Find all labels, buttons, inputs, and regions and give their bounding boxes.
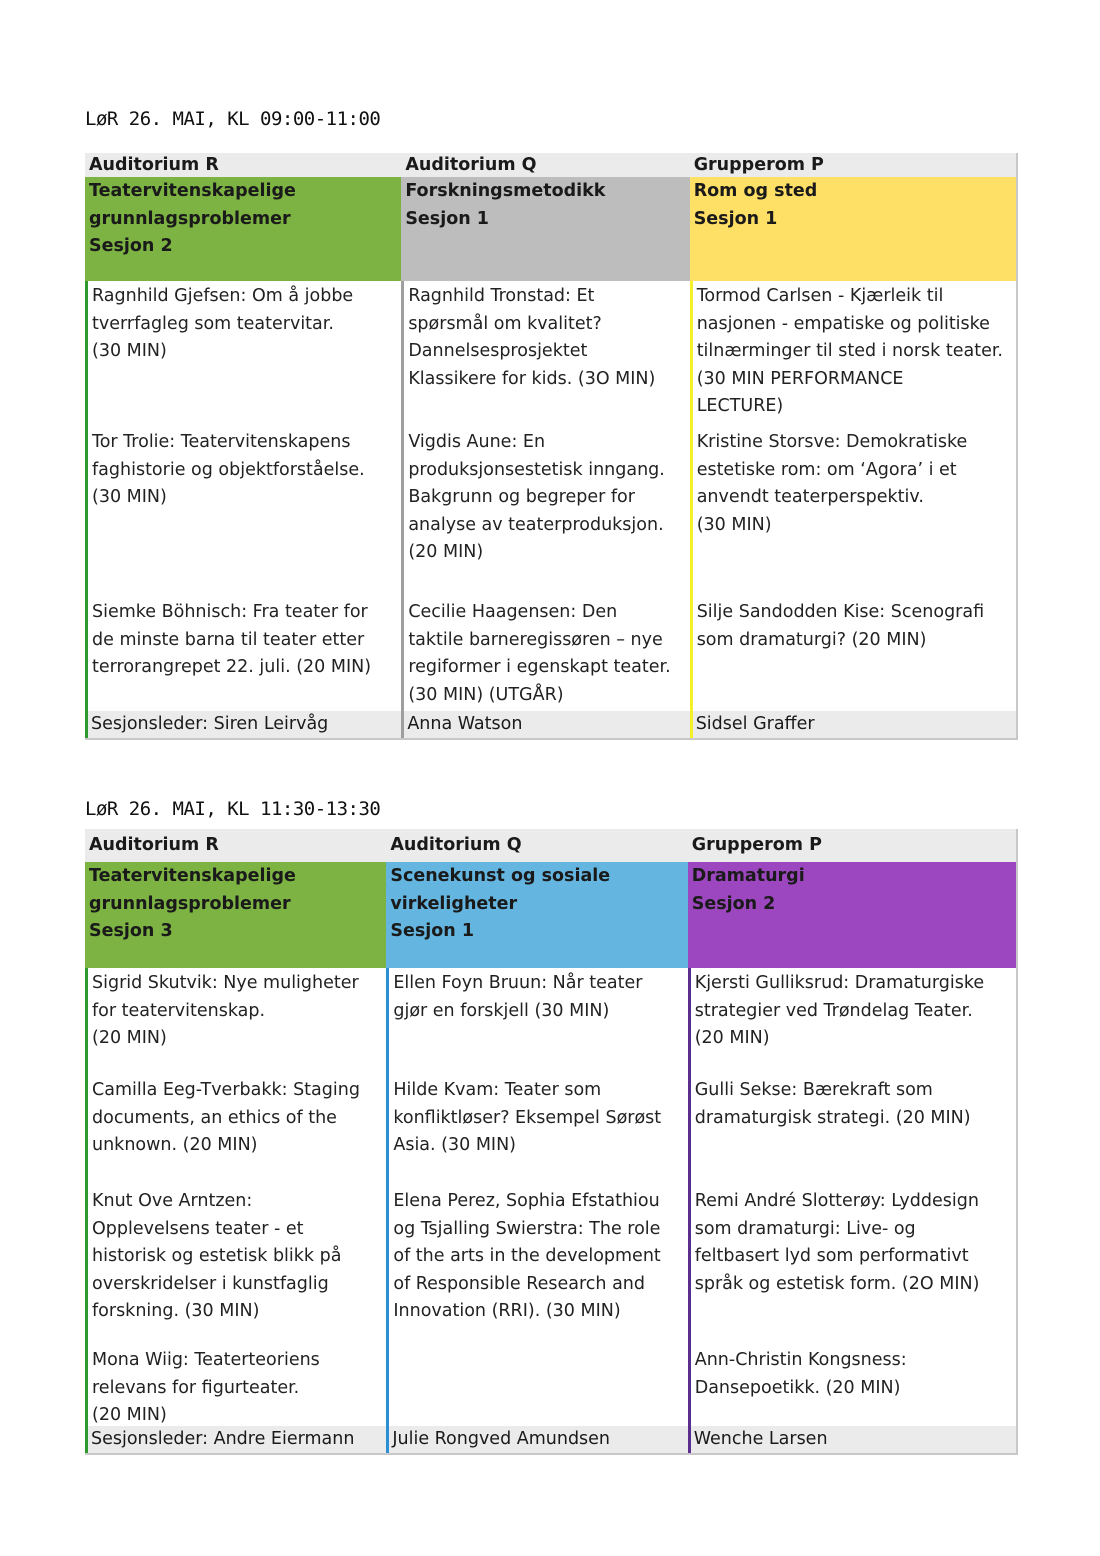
session-title [688,862,1016,968]
session-leader: Sidsel Graffer [690,711,1016,738]
session-title-line: Dramaturgi [691,866,805,886]
talk-item [695,1347,1016,1402]
talk-line: Kristine Storsve: Demokratiske [696,432,968,452]
talk-line: produksjonsestetisk inngang. [408,459,665,480]
session-title-line: grunnlagsproblemer [89,893,291,914]
talk-line: Camilla Eeg-Tverbakk: Staging [92,1080,360,1100]
talk-line: som dramaturgi: Live- og [694,1218,916,1239]
session-title-line: Scenekunst og sosiale [390,866,611,886]
talk-line: Asia. (30 MIN) [393,1135,516,1155]
talk-line: (30 MIN) [92,341,167,361]
talk-line: of Responsible Research and [393,1273,645,1294]
room-name: Auditorium R [85,829,386,862]
talk-line: (30 MIN) [92,487,167,507]
talk-line: Klassikere for kids. (3O MIN) [408,368,656,389]
talk-item [697,283,1016,421]
talk-line: språk og estetisk form. (2O MIN) [694,1273,980,1294]
talk-line: Ellen Foyn Bruun: Når teater [393,973,643,993]
talk-line: Tor Trolie: Teatervitenskapens [92,432,351,452]
talk-line: (30 MIN) [696,514,772,535]
session-leader: Anna Watson [401,711,689,738]
talk-item [408,429,689,567]
talk-line: analyse av teaterproduksjon. [408,514,664,535]
room-name: Auditorium R [85,153,401,177]
talk-line: Sigrid Skutvik: Nye muligheter [92,973,359,993]
session-title-line: Sesjon 2 [89,236,173,256]
talks-row [85,968,1016,1426]
block-title: LøR 26. MAI, KL 09:00-11:00 [85,108,381,130]
talk-line: Ann-Christin Kongsness: [694,1350,907,1370]
talk-line: documents, an ethics of the [92,1107,337,1128]
talk-column [85,968,386,1426]
talk-line: Remi André Slotterøy: Lyddesign [694,1191,979,1211]
talk-item [92,283,401,366]
talk-item [92,970,386,1053]
talk-line: tverrfagleg som teatervitar. [92,313,334,334]
talk-line: tilnærminger til sted i norsk teater. [696,341,1003,361]
talk-line: estetiske rom: om ‘Agora’ i et [696,459,957,480]
talk-line: unknown. (20 MIN) [92,1135,258,1155]
talk-item [92,599,401,682]
talk-item [695,970,1016,1053]
talks-row [85,281,1016,711]
talk-line: (30 MIN) (UTGÅR) [408,684,564,705]
schedule-table [85,829,1018,1455]
session-leader-row [85,711,1016,738]
talk-line: Tormod Carlsen - Kjærleik til [696,286,944,306]
talk-line: Hilde Kvam: Teater som [393,1080,602,1100]
talk-line: konfliktløser? Eksempel Sørøst [393,1107,662,1128]
talk-column [690,281,1016,711]
talk-line: feltbasert lyd som performativt [694,1246,969,1266]
session-leader-row [85,1426,1016,1453]
talk-line: Cecilie Haagensen: Den [408,602,618,622]
room-header-row [85,153,1016,177]
talk-item [695,1188,1016,1298]
talk-line: faghistorie og objektforståelse. [92,459,365,480]
talk-line: overskridelser i kunstfaglig [92,1273,329,1294]
session-leader: Sesjonsleder: Siren Leirvåg [85,711,401,738]
talk-line: de minste barna til teater etter [92,629,365,650]
talk-line: Bakgrunn og begreper for [408,487,635,507]
room-name: Auditorium Q [401,153,689,177]
session-title-line: Sesjon 1 [390,921,474,941]
room-name: Grupperom P [688,829,1016,862]
talk-line: LECTURE) [696,396,784,416]
talk-line: Gulli Sekse: Bærekraft som [694,1080,933,1100]
talk-line: Dannelsesprosjektet [408,341,588,361]
session-row [85,177,1016,281]
talk-item [92,1188,386,1326]
talk-line: Innovation (RRI). (30 MIN) [393,1301,621,1321]
session-title-line: Sesjon 1 [693,208,778,229]
talk-line: strategier ved Trøndelag Teater. [694,1000,973,1021]
session-title [690,177,1016,281]
talk-line: Ragnhild Tronstad: Et [408,286,595,306]
room-name: Auditorium Q [386,829,687,862]
session-leader: Sesjonsleder: Andre Eiermann [85,1426,386,1453]
session-title-line: Sesjon 1 [405,208,489,229]
talk-item [92,429,401,512]
talk-line: gjør en forskjell (30 MIN) [393,1000,610,1021]
schedule-table [85,153,1018,740]
session-title [85,862,386,968]
session-title-line: Teatervitenskapelige [89,866,296,886]
talk-line: nasjonen - empatiske og politiske [696,313,990,334]
session-row [85,862,1016,968]
talk-line: (20 MIN) [694,1028,770,1048]
talk-line: Dansepoetikk. (20 MIN) [694,1377,901,1398]
talk-line: Siemke Böhnisch: Fra teater for [92,602,368,622]
session-title [85,177,401,281]
talk-line: Mona Wiig: Teaterteoriens [92,1350,320,1370]
session-title-line: virkeligheter [390,893,518,914]
talk-line: Silje Sandodden Kise: Scenografi [696,602,985,622]
talk-line: og Tsjalling Swierstra: The role [393,1218,661,1239]
talk-column [688,968,1016,1426]
talk-line: forskning. (30 MIN) [92,1301,260,1321]
talk-item [697,429,1016,539]
talk-item [697,599,1016,654]
room-header-row [85,829,1016,862]
session-title-line: Sesjon 3 [89,921,173,941]
session-leader: Julie Rongved Amundsen [386,1426,687,1453]
session-title [401,177,689,281]
talk-line: relevans for figurteater. [92,1377,300,1398]
talk-column [386,968,687,1426]
talk-line: Elena Perez, Sophia Efstathiou [393,1191,660,1211]
session-title-line: grunnlagsproblemer [89,208,291,229]
talk-item [393,1188,687,1326]
block-title: LøR 26. MAI, KL 11:30-13:30 [85,798,381,820]
talk-line: Vigdis Aune: En [408,432,546,452]
talk-line: Opplevelsens teater - et [92,1218,304,1239]
session-title [386,862,687,968]
talk-line: terrorangrepet 22. juli. (20 MIN) [92,657,372,677]
talk-line: Kjersti Gulliksrud: Dramaturgiske [694,973,985,993]
talk-line: regiformer i egenskapt teater. [408,657,671,677]
talk-line: (20 MIN) [408,542,484,562]
talk-line: som dramaturgi? (20 MIN) [696,629,927,650]
talk-line: dramaturgisk strategi. (20 MIN) [694,1107,971,1128]
session-title-line: Forskningsmetodikk [405,181,606,201]
talk-item [393,1077,687,1160]
talk-item [92,1347,386,1430]
talk-line: taktile barneregissøren – nye [408,629,663,650]
talk-item [408,283,689,393]
talk-line: (20 MIN) [92,1405,167,1425]
talk-line: Ragnhild Gjefsen: Om å jobbe [92,286,354,306]
room-name: Grupperom P [690,153,1016,177]
talk-item [393,970,687,1025]
talk-line: of the arts in the development [393,1246,661,1266]
talk-column [401,281,689,711]
talk-line: (30 MIN PERFORMANCE [696,368,904,389]
talk-line: Knut Ove Arntzen: [92,1191,253,1211]
session-title-line: Teatervitenskapelige [89,181,296,201]
talk-column [85,281,401,711]
talk-line: historisk og estetisk blikk på [92,1246,342,1266]
session-leader: Wenche Larsen [688,1426,1016,1453]
session-title-line: Rom og sted [693,181,818,201]
talk-line: for teatervitenskap. [92,1000,266,1021]
talk-line: spørsmål om kvalitet? [408,313,602,334]
session-title-line: Sesjon 2 [691,893,776,914]
talk-item [408,599,689,709]
talk-line: anvendt teaterperspektiv. [696,487,924,507]
talk-line: (20 MIN) [92,1028,167,1048]
talk-item [92,1077,386,1160]
talk-item [695,1077,1016,1132]
